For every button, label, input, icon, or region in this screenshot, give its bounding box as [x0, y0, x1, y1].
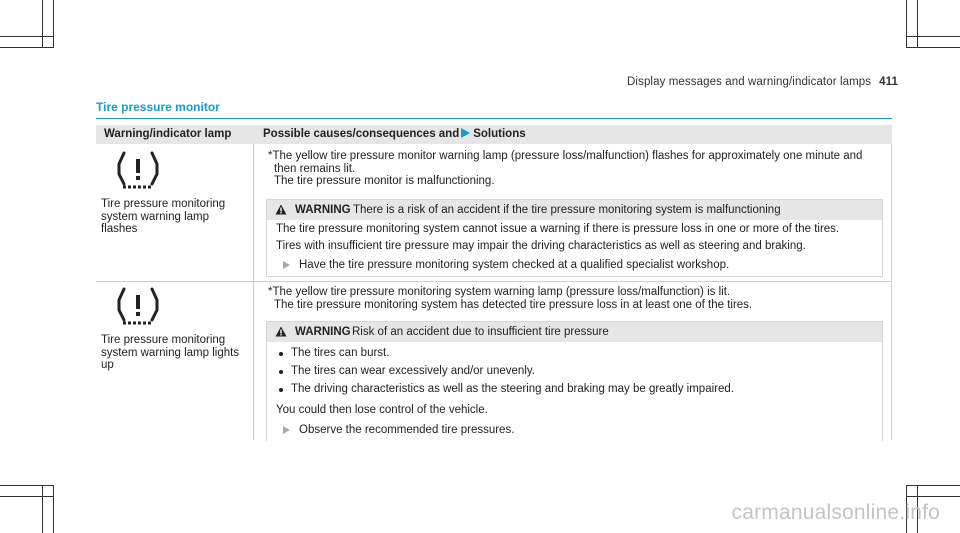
title-rule — [96, 118, 892, 119]
action-text: Have the tire pressure monitoring system checked at a qualified specialist workshop. — [299, 259, 730, 271]
lamp-line: flashes — [101, 223, 138, 235]
column-header-solutions-label: Solutions — [473, 128, 526, 140]
bullet-text: The driving characteristics as well as the steering and braking may be greatly impaired. — [291, 383, 734, 395]
row-divider — [96, 281, 892, 282]
cause-line: The tire pressure monitor is malfunctioning. — [274, 175, 495, 187]
crop-mark — [53, 485, 54, 533]
tire-pressure-warning-icon — [114, 150, 162, 192]
watermark: carmanualsonline.info — [731, 501, 940, 524]
lamp-line: system warning lamp lights — [101, 346, 240, 359]
cause-line: *The yellow tire pressure monitoring system warning lamp (pressure loss/malfunction) is lit. — [268, 286, 731, 298]
warning-header — [267, 322, 882, 342]
crop-mark — [0, 496, 54, 497]
column-header-causes: Possible causes/consequences and — [263, 128, 460, 140]
bullet-text: The tires can burst. — [291, 347, 390, 359]
cause-line: then remains lit. — [274, 162, 356, 175]
warning-paragraph: Tires with insufficient tire pressure may impair the driving characteristics as well as steering and braking. — [276, 240, 806, 252]
crop-mark — [917, 0, 918, 48]
crop-mark — [42, 485, 43, 533]
crop-mark — [906, 36, 960, 37]
crop-mark — [906, 47, 960, 48]
play-arrow-icon — [461, 128, 470, 138]
column-header-lamp: Warning/indicator lamp — [104, 128, 232, 140]
warning-label: WARNING — [295, 204, 351, 216]
action-arrow-icon — [283, 426, 290, 434]
warning-triangle-icon — [275, 326, 287, 337]
action-text: Observe the recommended tire pressures. — [299, 424, 515, 436]
bullet-text: The tires can wear excessively and/or unevenly. — [291, 365, 535, 377]
warning-header — [267, 200, 882, 220]
crop-mark — [0, 47, 54, 48]
warning-text: Risk of an accident due to insufficient tire pressure — [352, 326, 609, 338]
table-right-border — [891, 144, 892, 440]
crop-mark — [906, 0, 907, 48]
bullet-dot — [279, 370, 283, 374]
action-arrow-icon — [283, 261, 290, 269]
crop-mark — [53, 0, 54, 48]
cause-text-2 — [268, 286, 752, 311]
crop-mark — [0, 36, 54, 37]
crop-mark — [906, 496, 960, 497]
cause-text-1 — [268, 150, 862, 188]
running-head — [627, 76, 898, 88]
column-divider — [253, 144, 254, 440]
bullet-dot — [279, 388, 283, 392]
warning-paragraph: You could then lose control of the vehicle. — [276, 404, 488, 416]
crop-mark — [0, 485, 54, 486]
page-number: 411 — [879, 76, 898, 88]
lamp-line: up — [101, 359, 114, 371]
warning-label: WARNING — [295, 326, 351, 338]
crop-mark — [906, 485, 960, 486]
lamp-description-2 — [101, 334, 239, 372]
tire-pressure-warning-icon — [114, 286, 162, 328]
column-header-solutions — [263, 128, 526, 140]
warning-paragraph: The tire pressure monitoring system cannot issue a warning if there is pressure loss in one or more of the tires. — [276, 223, 840, 235]
table-header — [96, 125, 892, 144]
section-title: Tire pressure monitor — [96, 100, 220, 114]
running-head-title: Display messages and warning/indicator lamps — [627, 76, 872, 88]
warning-triangle-icon — [275, 204, 287, 215]
cause-line: The tire pressure monitoring system has detected tire pressure loss in at least one of the tires. — [274, 298, 753, 311]
cause-line: *The yellow tire pressure monitor warning lamp (pressure loss/malfunction) flashes for approximately one minute and — [268, 150, 863, 162]
warning-box-2 — [266, 321, 883, 441]
crop-mark — [42, 0, 43, 48]
warning-box-1 — [266, 199, 883, 277]
lamp-line: Tire pressure monitoring — [101, 198, 226, 210]
bullet-dot — [279, 352, 283, 356]
lamp-description-1 — [101, 198, 225, 236]
lamp-line: Tire pressure monitoring — [101, 334, 226, 346]
warning-text: There is a risk of an accident if the tire pressure monitoring system is malfunctioning — [353, 204, 781, 216]
lamp-line: system warning lamp — [101, 210, 210, 223]
